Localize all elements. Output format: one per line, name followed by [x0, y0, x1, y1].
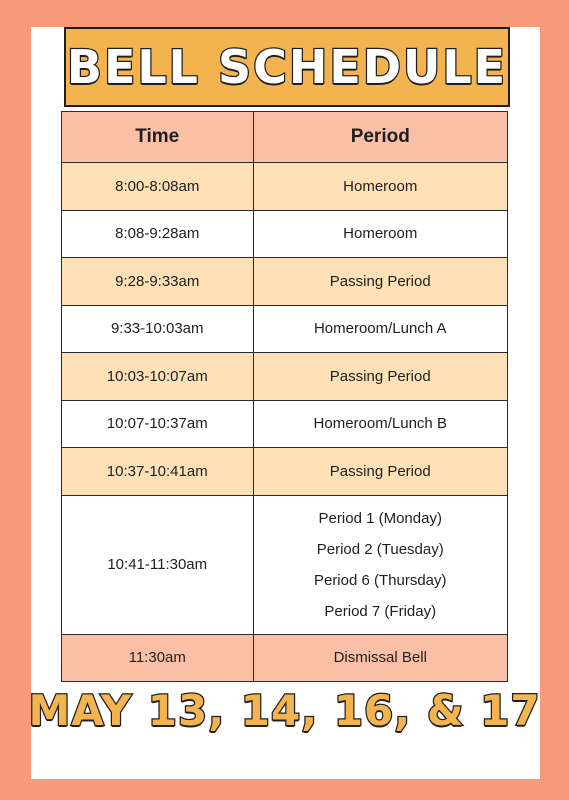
table-header-row	[62, 112, 508, 163]
dates-footer: MAY 13, 14, 16, & 17	[28, 686, 541, 735]
period-cell: Passing Period	[253, 353, 508, 401]
page-title: BELL SCHEDULE	[66, 40, 508, 94]
period-line: Period 7 (Friday)	[324, 602, 437, 620]
period-cell: Homeroom	[253, 163, 508, 211]
period-cell: Homeroom	[253, 210, 508, 258]
period-line: Period 2 (Tuesday)	[316, 540, 444, 558]
period-cell: Passing Period	[253, 448, 508, 496]
table-row	[62, 353, 508, 401]
period-cell-multi	[253, 495, 508, 634]
table-row	[62, 258, 508, 306]
period-line: Period 1 (Monday)	[318, 509, 442, 527]
period-cell: Homeroom/Lunch B	[253, 400, 508, 448]
time-cell: 9:33-10:03am	[62, 305, 254, 353]
table-row-dismissal	[62, 634, 508, 681]
time-cell: 8:08-9:28am	[62, 210, 254, 258]
header-time: Time	[62, 112, 254, 163]
table-row	[62, 448, 508, 496]
table-row	[62, 305, 508, 353]
table-row	[62, 163, 508, 211]
time-cell: 10:03-10:07am	[62, 353, 254, 401]
table-row	[62, 400, 508, 448]
period-cell: Passing Period	[253, 258, 508, 306]
schedule-table	[61, 111, 508, 682]
table-row	[62, 210, 508, 258]
time-cell: 10:37-10:41am	[62, 448, 254, 496]
time-cell: 8:00-8:08am	[62, 163, 254, 211]
time-cell: 9:28-9:33am	[62, 258, 254, 306]
table-row	[62, 495, 508, 634]
time-cell: 11:30am	[62, 634, 254, 681]
time-cell: 10:41-11:30am	[62, 495, 254, 634]
header-period: Period	[253, 112, 508, 163]
title-banner	[64, 27, 510, 107]
period-cell: Homeroom/Lunch A	[253, 305, 508, 353]
period-line: Period 6 (Thursday)	[313, 571, 447, 589]
time-cell: 10:07-10:37am	[62, 400, 254, 448]
period-cell: Dismissal Bell	[253, 634, 508, 681]
